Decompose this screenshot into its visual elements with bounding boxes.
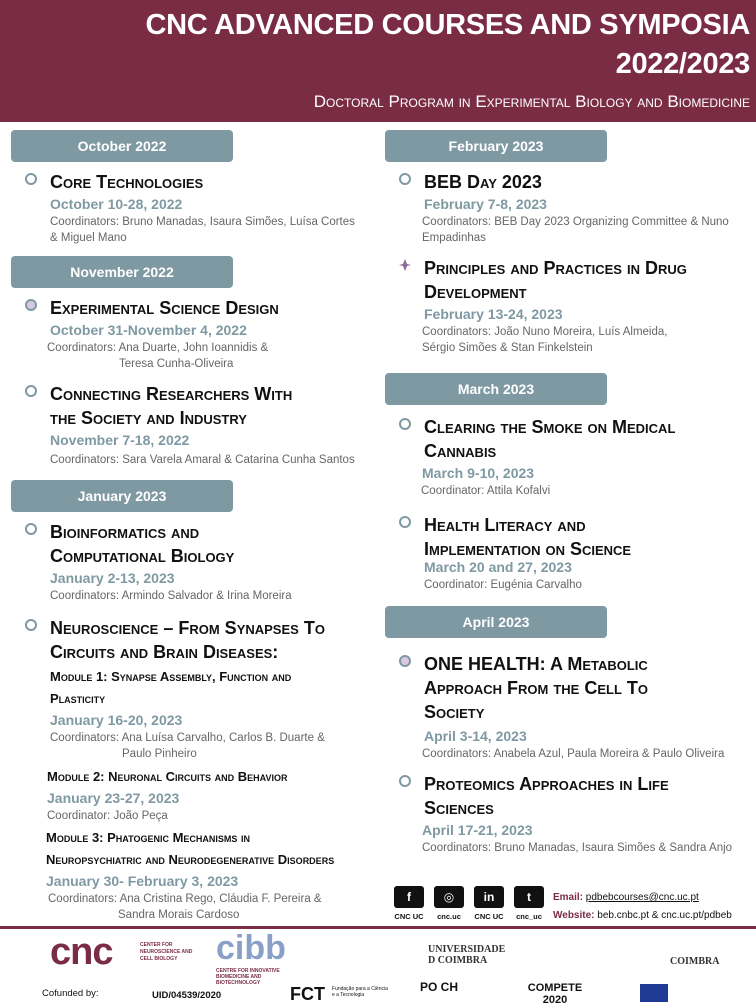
month-march-2023: March 2023: [385, 373, 607, 405]
twitter-icon[interactable]: t: [514, 886, 544, 908]
cibb-logo-sub: CENTRE FOR INNOVATIVE BIOMEDICINE AND BIOTECHNOLOGY: [216, 968, 280, 986]
instagram-icon[interactable]: ◎: [434, 886, 464, 908]
event-proteomics: [424, 772, 744, 856]
event-title: Connecting Researchers With: [50, 384, 293, 404]
email-label: Email:: [553, 892, 584, 903]
event-title-cont: Development: [424, 282, 527, 302]
facebook-label: CNC UC: [394, 912, 424, 921]
event-coordinators: Coordinators: Armindo Salvador & Irina Moreira: [50, 590, 292, 602]
event-coordinators-cont: Teresa Cunha-Oliveira: [119, 358, 234, 370]
event-bullet-icon: [24, 618, 38, 632]
event-date: October 10-28, 2022: [50, 196, 183, 212]
event-bullet-icon: [24, 384, 38, 398]
event-date: October 31-November 4, 2022: [50, 322, 247, 338]
event-coordinators: Coordinator: Eugénia Carvalho: [424, 579, 582, 591]
event-title: ONE HEALTH: A Metabolic: [424, 654, 648, 674]
footer-divider: [0, 926, 756, 929]
month-january-2023: January 2023: [11, 480, 233, 512]
compete-logo: COMPETE 2020: [527, 982, 583, 1006]
event-title-cont: Circuits and Brain Diseases:: [50, 642, 279, 662]
event-bullet-icon: [398, 654, 412, 668]
event-title: Health Literacy and: [424, 515, 586, 535]
university-coimbra-logo-2: COIMBRA: [670, 956, 720, 967]
event-date: April 17-21, 2023: [422, 822, 533, 838]
event-bullet-icon: [398, 172, 412, 186]
event-bullet-icon: [398, 258, 412, 272]
event-core-technologies: [50, 170, 380, 246]
header-banner: [0, 0, 756, 122]
event-title: Bioinformatics and: [50, 522, 200, 542]
linkedin-label: CNC UC: [474, 912, 504, 921]
event-coordinators: Coordinators: Bruno Manadas, Isaura Simões & Sandra Anjo: [422, 842, 733, 854]
event-date: February 7-8, 2023: [424, 196, 547, 212]
event-title-cont: Cannabis: [424, 441, 497, 461]
cofunded-label: Cofunded by:: [42, 988, 99, 999]
event-date: January 2-13, 2023: [50, 570, 175, 586]
event-title-cont: Implementation on Science: [424, 539, 632, 559]
event-coordinators: Coordinator: Attila Kofalvi: [421, 485, 551, 497]
event-medical-cannabis: [421, 415, 744, 499]
eu-flag-icon: [640, 984, 668, 1002]
twitter-label: cnc_uc: [516, 912, 542, 921]
event-bullet-icon: [398, 417, 412, 431]
module-2-title: Module 2: Neuronal Circuits and Behavior: [47, 769, 288, 784]
module-2-coordinators: Coordinator: João Peça: [47, 810, 168, 822]
email-link[interactable]: pdbebcourses@cnc.uc.pt: [585, 892, 699, 903]
event-bullet-icon: [24, 172, 38, 186]
event-title: BEB Day 2023: [424, 172, 542, 192]
module-1-date: January 16-20, 2023: [50, 712, 183, 728]
poch-logo: PO CH: [420, 980, 459, 994]
event-bullet-icon: [398, 515, 412, 529]
event-health-literacy: [424, 513, 744, 593]
event-coordinators: Coordinators: Sara Varela Amaral & Catarina Cunha Santos: [50, 454, 355, 466]
event-coordinators-cont: & Miguel Mano: [50, 232, 127, 244]
event-coordinators: Coordinators: Anabela Azul, Paula Moreira & Paulo Oliveira: [422, 748, 725, 760]
event-title: Experimental Science Design: [50, 298, 279, 318]
cnc-logo-sub: CENTER FOR NEUROSCIENCE AND CELL BIOLOGY: [140, 942, 193, 962]
event-title: Core Technologies: [50, 172, 204, 192]
module-3-date: January 30- February 3, 2023: [46, 873, 239, 889]
module-1-coordinators-cont: Paulo Pinheiro: [122, 748, 197, 760]
event-title: Clearing the Smoke on Medical: [424, 417, 676, 437]
event-coordinators-cont: Empadinhas: [422, 232, 486, 244]
month-october-2022: October 2022: [11, 130, 233, 162]
month-november-2022: November 2022: [11, 256, 233, 288]
page-title: [10, 6, 750, 84]
event-coordinators: Coordinators: BEB Day 2023 Organizing Committee & Nuno: [422, 216, 729, 228]
module-2-date: January 23-27, 2023: [47, 790, 180, 806]
event-date: March 9-10, 2023: [422, 465, 535, 481]
module-1-title: Module 1: Synapse Assembly, Function and: [50, 669, 292, 684]
event-title-cont: the Society and Industry: [50, 408, 247, 428]
event-beb-day: [424, 170, 744, 246]
event-title: Neuroscience – From Synapses To: [50, 618, 325, 638]
event-date: November 7-18, 2022: [50, 432, 190, 448]
event-title-cont-2: Society: [424, 702, 485, 722]
month-april-2023: April 2023: [385, 606, 607, 638]
module-3-coordinators: Coordinators: Ana Cristina Rego, Cláudia F. Pereira &: [48, 893, 322, 905]
fct-logo: FCT: [290, 984, 325, 1004]
event-drug-development: [424, 256, 744, 356]
instagram-label: cnc.uc: [437, 912, 461, 921]
contact-website: [553, 910, 732, 921]
event-neuro-module-3: [46, 827, 396, 923]
module-3-title: Module 3: Phatogenic Mechanisms in: [46, 830, 251, 845]
event-coordinators: Coordinators: João Nuno Moreira, Luís Almeida,: [422, 326, 668, 338]
page-subtitle: Doctoral Program in Experimental Biology and Biomedicine: [313, 92, 750, 111]
month-february-2023: February 2023: [385, 130, 607, 162]
uid-code: UID/04539/2020: [152, 990, 222, 1001]
event-title: Principles and Practices in Drug: [424, 258, 687, 278]
event-bullet-icon: [398, 774, 412, 788]
facebook-icon[interactable]: f: [394, 886, 424, 908]
event-coordinators: Coordinators: Ana Duarte, John Ioannidis &: [47, 342, 269, 354]
event-one-health: [424, 652, 744, 762]
title-line-2: 2022/2023: [615, 48, 750, 80]
website-link[interactable]: beb.cnbc.pt & cnc.uc.pt/pdbeb: [597, 910, 732, 921]
website-label: Website:: [553, 910, 595, 921]
module-1-coordinators: Coordinators: Ana Luísa Carvalho, Carlos B. Duarte &: [50, 732, 325, 744]
event-coordinators-cont: Sérgio Simões & Stan Finkelstein: [422, 342, 593, 354]
event-neuroscience: [50, 616, 390, 762]
linkedin-icon[interactable]: in: [474, 886, 504, 908]
event-date: February 13-24, 2023: [424, 306, 563, 322]
event-title-cont: Computational Biology: [50, 546, 235, 566]
event-connecting-researchers: [50, 382, 380, 468]
title-line-1: CNC ADVANCED COURSES AND SYMPOSIA: [145, 9, 750, 41]
event-date: April 3-14, 2023: [424, 728, 527, 744]
module-3-coordinators-cont: Sandra Morais Cardoso: [118, 909, 240, 921]
event-bullet-icon: [24, 522, 38, 536]
module-3-title-cont: Neuropsychiatric and Neurodegenerative Disorders: [46, 852, 335, 867]
cnc-logo-text: cnc: [50, 931, 113, 973]
event-date: March 20 and 27, 2023: [424, 559, 572, 575]
event-title: Proteomics Approaches in Life: [424, 774, 669, 794]
cibb-logo-text: cibb: [216, 929, 286, 967]
event-coordinators: Coordinators: Bruno Manadas, Isaura Simões, Luísa Cortes: [50, 216, 355, 228]
module-1-title-cont: Plasticity: [50, 691, 106, 706]
university-coimbra-logo: UNIVERSIDADE D COIMBRA: [428, 944, 506, 966]
fct-logo-sub: Fundação para a Ciência e a Tecnologia: [332, 986, 388, 998]
event-bullet-icon: [24, 298, 38, 312]
event-title-cont: Sciences: [424, 798, 494, 818]
event-title-cont: Approach From the Cell To: [424, 678, 648, 698]
contact-email: [553, 892, 699, 903]
event-bioinformatics: [50, 520, 380, 604]
event-neuro-module-2: [47, 766, 392, 824]
event-experimental-design: [47, 296, 380, 372]
